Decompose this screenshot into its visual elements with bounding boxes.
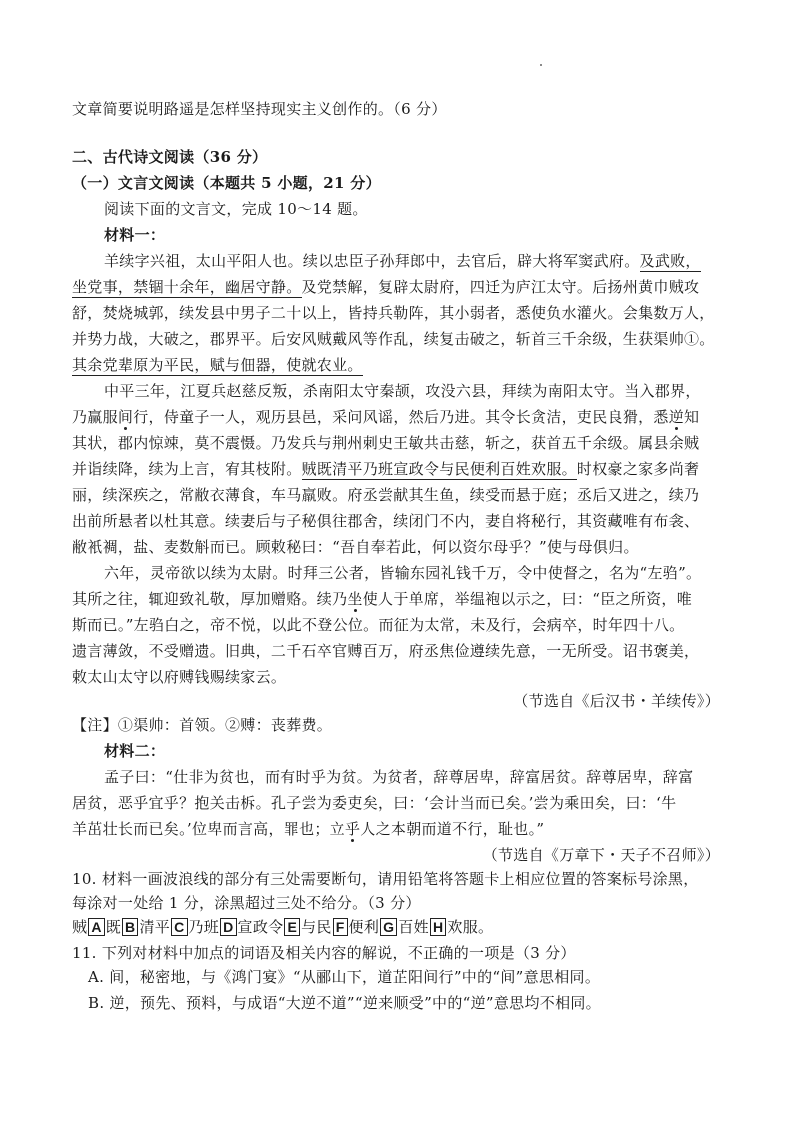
passage-text: 羊续字兴祖，太山平阳人也。续以忠臣子孙拜郎中，去官后，辟大将军窦武府。 (104, 252, 640, 270)
passage-line: 敝衹裯，盐、麦数斛而已。顾敕秘曰：“吾自奉若此，何以资尔母乎？”使与母俱归。 (72, 538, 639, 556)
passage-line: 出前所悬者以杜其意。续妻后与子秘俱往郡舍，续闭门不内，妻自将秘行，其资藏唯有布衾、 (72, 512, 700, 530)
passage-text: 时权豪之家多尚奢 (576, 460, 700, 478)
passage-text: 及党禁解，复辟太尉府，四迁为庐江太守。后扬州黄巾贼攻 (301, 278, 700, 296)
question-10: 10. 材料一画波浪线的部分有三处需要断句，请用铅笔将答题卡上相应位置的答案标号涂黑， (72, 870, 699, 888)
passage-text: 并诣续降，续为上言，宥其枝附。 (72, 460, 302, 478)
passage-text: 知 (684, 408, 700, 426)
passage-line: 丽，续深疾之，常敝衣薄食，车马羸败。府丞尝献其生鱼，续受而悬于庭；丞后又进之，续乃 (72, 486, 700, 504)
underlined-text: 坐党事，禁锢十余年，幽居守静。 (72, 278, 302, 296)
passage-line: 斯而已。”左驺白之，帝不悦，以此不登公位。而征为太常，未及行，会病卒，时年四十八。 (72, 616, 685, 634)
passage-line: 舒，焚烧城郭，续发县中男子二十以上，皆持兵勒阵，其小弱者，悉使负水灌火。会集数万人， (72, 304, 715, 322)
passage-text: 羊茁壮长而已矣。’位卑而言高，罪也；立 (72, 820, 345, 838)
material-1-label: 材料一： (104, 226, 166, 244)
annotation-note: 【注】①渠帅：首领。②赙：丧葬费。 (72, 716, 333, 734)
dotted-word: 间 (117, 408, 134, 426)
option-box-h[interactable]: H (430, 918, 446, 936)
option-box-b[interactable]: B (122, 918, 138, 936)
passage-line (72, 406, 699, 428)
option-box-f[interactable]: F (333, 918, 348, 936)
answer-option-row (72, 916, 493, 938)
passage-line (72, 818, 544, 840)
passage-text: 其所之往，辄迎致礼敬，厚加赠赂。续乃 (72, 590, 348, 608)
answer-row-start: 贼 (72, 918, 88, 936)
scan-speck (540, 64, 542, 66)
source-citation: （节选自《万章下・天子不召师》） (482, 846, 720, 864)
passage-line: 孟子曰：“仕非为贫也，而有时乎为贫。为贫者，辞尊居卑，辞富居贫。辞尊居卑，辞富 (104, 768, 694, 786)
option-text: 宣政令 (237, 918, 284, 936)
material-2-label: 材料二： (104, 742, 166, 760)
instruction: 阅读下面的文言文，完成 10～14 题。 (104, 200, 368, 218)
option-text: 既 (105, 918, 122, 936)
passage-text: 人之本朝而道不行，耻也。” (360, 820, 545, 838)
passage-line (104, 250, 701, 272)
option-box-g[interactable]: G (380, 918, 397, 936)
question-11-option-a: A. 间，秘密地，与《鸿门宴》“从郦山下，道芷阳间行”中的“间”意思相同。 (88, 968, 601, 986)
option-box-a[interactable]: A (88, 918, 104, 936)
option-text: 与民 (301, 918, 332, 936)
passage-line (72, 354, 363, 376)
passage-line (72, 588, 692, 610)
passage-line: 六年，灵帝欲以续为太尉。时拜三公者，皆输东园礼钱千万，令中使督之，名为“左驺”。 (104, 564, 702, 582)
option-text: 便利 (348, 918, 380, 936)
passage-line: 并势力战，大破之，郡界平。后安风贼戴风等作乱，续复击破之，斩首三千余级，生获渠帅①。 (72, 330, 715, 348)
question-10-scoring: 每涂对一处给 1 分，涂黑超过三处不给分。（3 分） (72, 894, 421, 912)
underlined-text: 及武败， (639, 252, 701, 270)
question-11-option-b: B. 逆，预先、预料，与成语“大逆不道”“逆来顺受”中的“逆”意思均不相同。 (88, 994, 601, 1012)
passage-line (72, 276, 699, 298)
option-box-c[interactable]: C (171, 918, 187, 936)
option-text: 百姓 (398, 918, 429, 936)
passage-text: 乃赢服 (72, 408, 118, 426)
dotted-word: 坐 (347, 590, 363, 608)
source-citation: （节选自《后汉书・羊续传》） (513, 692, 720, 710)
passage-line (72, 458, 699, 480)
passage-line: 遗言薄敛，不受赠遗。旧典，二千石卒官赙百万，府丞焦俭遵续先意，一无所受。诏书褒美， (72, 642, 700, 660)
option-text: 乃班 (188, 918, 220, 936)
underlined-text: 其余党辈原为平民，赋与佃器，使就农业。 (72, 356, 363, 374)
option-box-e[interactable]: E (284, 918, 300, 936)
question-9-tail: 文章简要说明路遥是怎样坚持现实主义创作的。（6 分） (72, 100, 447, 118)
passage-line: 中平三年，江夏兵赵慈反叛，杀南阳太守秦颉，攻没六县，拜续为南阳太守。当入郡界， (104, 382, 701, 400)
passage-text: 使人于单席，举缊袍以示之，曰：“臣之所资，唯 (362, 590, 692, 608)
passage-line: 居贫，恶乎宜乎？抱关击柝。孔子尝为委吏矣，曰：‘会计当而已矣。’尝为乘田矣，曰：‘牛 (72, 794, 677, 812)
section-heading: 二、古代诗文阅读（36 分） (72, 148, 268, 166)
option-text: 欢服。 (447, 918, 494, 936)
dotted-word: 乎 (344, 820, 361, 838)
wavy-underlined-text: 贼既清平乃班宣政令与民便利百姓欢服。 (301, 460, 577, 478)
passage-line: 其状，郡内惊竦，莫不震慑。乃发兵与荆州刺史王敏共击慈，斩之，获首五千余级。属县余贼 (72, 434, 700, 452)
question-11: 11. 下列对材料中加点的词语及相关内容的解说，不正确的一项是（3 分） (72, 944, 576, 962)
passage-text: 行，侍童子一人，观历县邑，采问风谣，然后乃进。其令长贪洁，吏民良猾，悉 (133, 408, 669, 426)
dotted-word: 逆 (668, 408, 685, 426)
passage-line: 敕太山太守以府赙钱赐续家云。 (72, 668, 287, 686)
option-text: 清平 (139, 918, 171, 936)
option-box-d[interactable]: D (220, 918, 236, 936)
subsection-heading: （一）文言文阅读（本题共 5 小题，21 分） (72, 174, 381, 192)
